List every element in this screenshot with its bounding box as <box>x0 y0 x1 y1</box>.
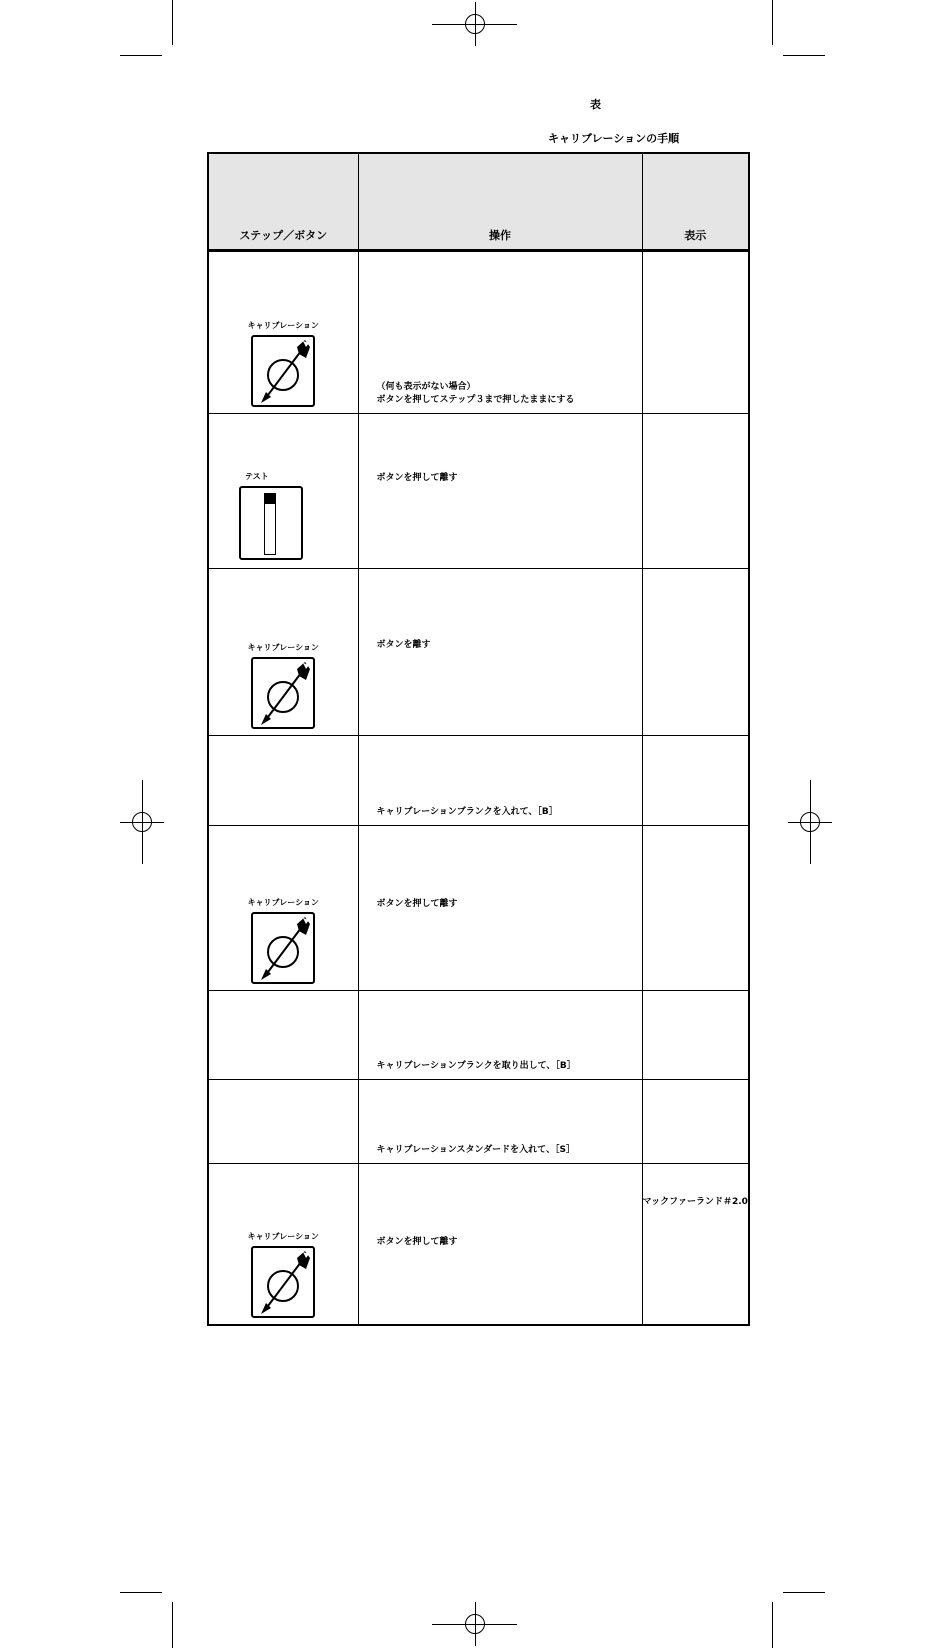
display-cell <box>642 251 749 414</box>
crop-mark <box>772 0 773 45</box>
crop-mark <box>120 55 162 56</box>
operation-cell <box>358 569 642 736</box>
crop-mark <box>172 1602 173 1648</box>
operation-cell <box>358 736 642 826</box>
button-label: キャリブレーション <box>247 1231 319 1241</box>
step-button-cell <box>208 414 358 569</box>
calibration-icon <box>251 912 315 984</box>
calibration-icon <box>251 1246 315 1318</box>
display-cell: マックファーランド＃2.0 <box>642 1164 749 1325</box>
operation-cell <box>358 251 642 414</box>
step-button-cell <box>208 1080 358 1164</box>
table-row <box>208 736 749 826</box>
operation-text: ボタンを押して離す <box>376 899 458 909</box>
operation-text: キャリブレーションブランクを取り出して、［B］ <box>376 1061 576 1071</box>
operation-cell <box>358 414 642 569</box>
calibration-icon <box>251 657 315 729</box>
button-label: キャリブレーション <box>247 321 319 330</box>
operation-cell <box>358 826 642 991</box>
crop-mark <box>120 1592 162 1593</box>
operation-text: キャリブレーションブランクを入れて、［B］ <box>376 807 558 817</box>
registration-mark <box>120 822 164 823</box>
operation-cell <box>358 1164 642 1325</box>
operation-text: ボタンを押してステップ３まで押したままにする <box>376 395 575 405</box>
step-button-cell <box>208 1164 358 1325</box>
display-cell <box>642 736 749 826</box>
display-cell <box>642 826 749 991</box>
table-row <box>208 414 749 569</box>
button-label: テスト <box>245 472 269 481</box>
operation-text: ボタンを押して離す <box>376 472 458 483</box>
button-label: キャリブレーション <box>247 643 319 652</box>
table-row <box>208 826 749 991</box>
document-label: 表 <box>590 98 601 111</box>
step-button-cell <box>208 826 358 991</box>
table-row <box>208 1164 749 1325</box>
header-display: 表示 <box>642 153 749 251</box>
header-step-button: ステップ／ボタン <box>208 153 358 251</box>
calibration-procedure-table <box>207 152 750 1326</box>
operation-cell <box>358 1080 642 1164</box>
step-button-cell <box>208 569 358 736</box>
crop-mark <box>172 0 173 45</box>
display-cell <box>642 414 749 569</box>
test-icon <box>239 486 303 560</box>
crop-mark <box>783 1592 825 1593</box>
table-row <box>208 991 749 1080</box>
display-cell <box>642 569 749 736</box>
operation-text: キャリブレーションスタンダードを入れて、［S］ <box>376 1145 575 1155</box>
registration-mark <box>475 2 476 46</box>
step-button-cell <box>208 991 358 1080</box>
registration-mark <box>475 1602 476 1646</box>
registration-mark <box>788 822 832 823</box>
header-operation: 操作 <box>358 153 642 251</box>
operation-text: ボタンを離す <box>376 640 431 650</box>
step-button-cell <box>208 251 358 414</box>
table-row <box>208 569 749 736</box>
document-title: キャリブレーションの手順 <box>548 132 680 145</box>
table-row <box>208 1080 749 1164</box>
display-cell <box>642 1080 749 1164</box>
operation-note: （何も表示がない場合） <box>376 382 476 392</box>
display-cell <box>642 991 749 1080</box>
calibration-icon <box>251 335 315 407</box>
table-row <box>208 251 749 414</box>
step-button-cell <box>208 736 358 826</box>
operation-cell <box>358 991 642 1080</box>
crop-mark <box>772 1602 773 1648</box>
operation-text: ボタンを押して離す <box>376 1237 458 1247</box>
button-label: キャリブレーション <box>247 898 319 907</box>
crop-mark <box>783 55 825 56</box>
